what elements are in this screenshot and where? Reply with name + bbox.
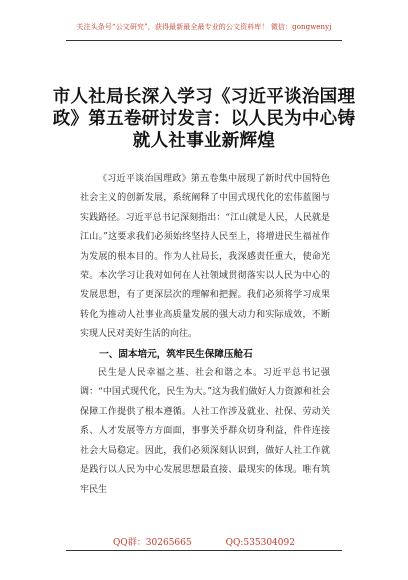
document-body — [80, 170, 330, 500]
footer-divider — [66, 550, 342, 551]
header-promo-note: 关注头条号“公文研究”，获得最新最全最专业的公文资料库！ 微信：gongwenyj — [76, 23, 332, 31]
section-heading: 一、固本培元，筑牢民生保障压舱石 — [99, 348, 253, 360]
footer-contact — [0, 535, 408, 548]
header-divider — [66, 40, 342, 41]
section-paragraph: 民生是人民幸福之基、社会和谐之本。习近平总书记强调：“中国式现代化，民生为大。”这为我们做好人力资源和社会保障工作提供了根本遵循。人社工作涉及就业、社保、劳动关系、人才发展等方方面面，事事关乎群众切身利益，件件连接社会大局稳定。因此，我们必须深刻认识到，做好人社工作就是践行以人民为中心发展思想最直接、最现实的体现。唯有筑牢民生 — [80, 368, 330, 495]
document-title: 市人社局长深入学习《习近平谈治国理政》第五卷研讨发言：以人民为中心铸就人社事业新辉煌 — [52, 87, 356, 151]
footer-qq-group: QQ群：30265665 — [113, 538, 192, 548]
intro-paragraph: 《习近平谈治国理政》第五卷集中展现了新时代中国特色社会主义的创新发展，系统阐释了中国式现代化的宏伟蓝图与实践路径。习近平总书记深刻指出：“江山就是人民，人民就是江山。”这要求我们必须始终坚持人民至上，将增进民生福祉作为发展的根本目的。作为人社局长，我深感责任重大，使命光荣。本次学习让我对如何在人社领域贯彻落实以人民为中心的发展思想，有了更深层次的理解和把握。我们必须将学习成果转化为推动人社事业高质量发展的强大动力和实际成效，不断实现人民对美好生活的向往。 — [80, 174, 330, 340]
footer-qq: QQ:535304092 — [225, 538, 295, 548]
